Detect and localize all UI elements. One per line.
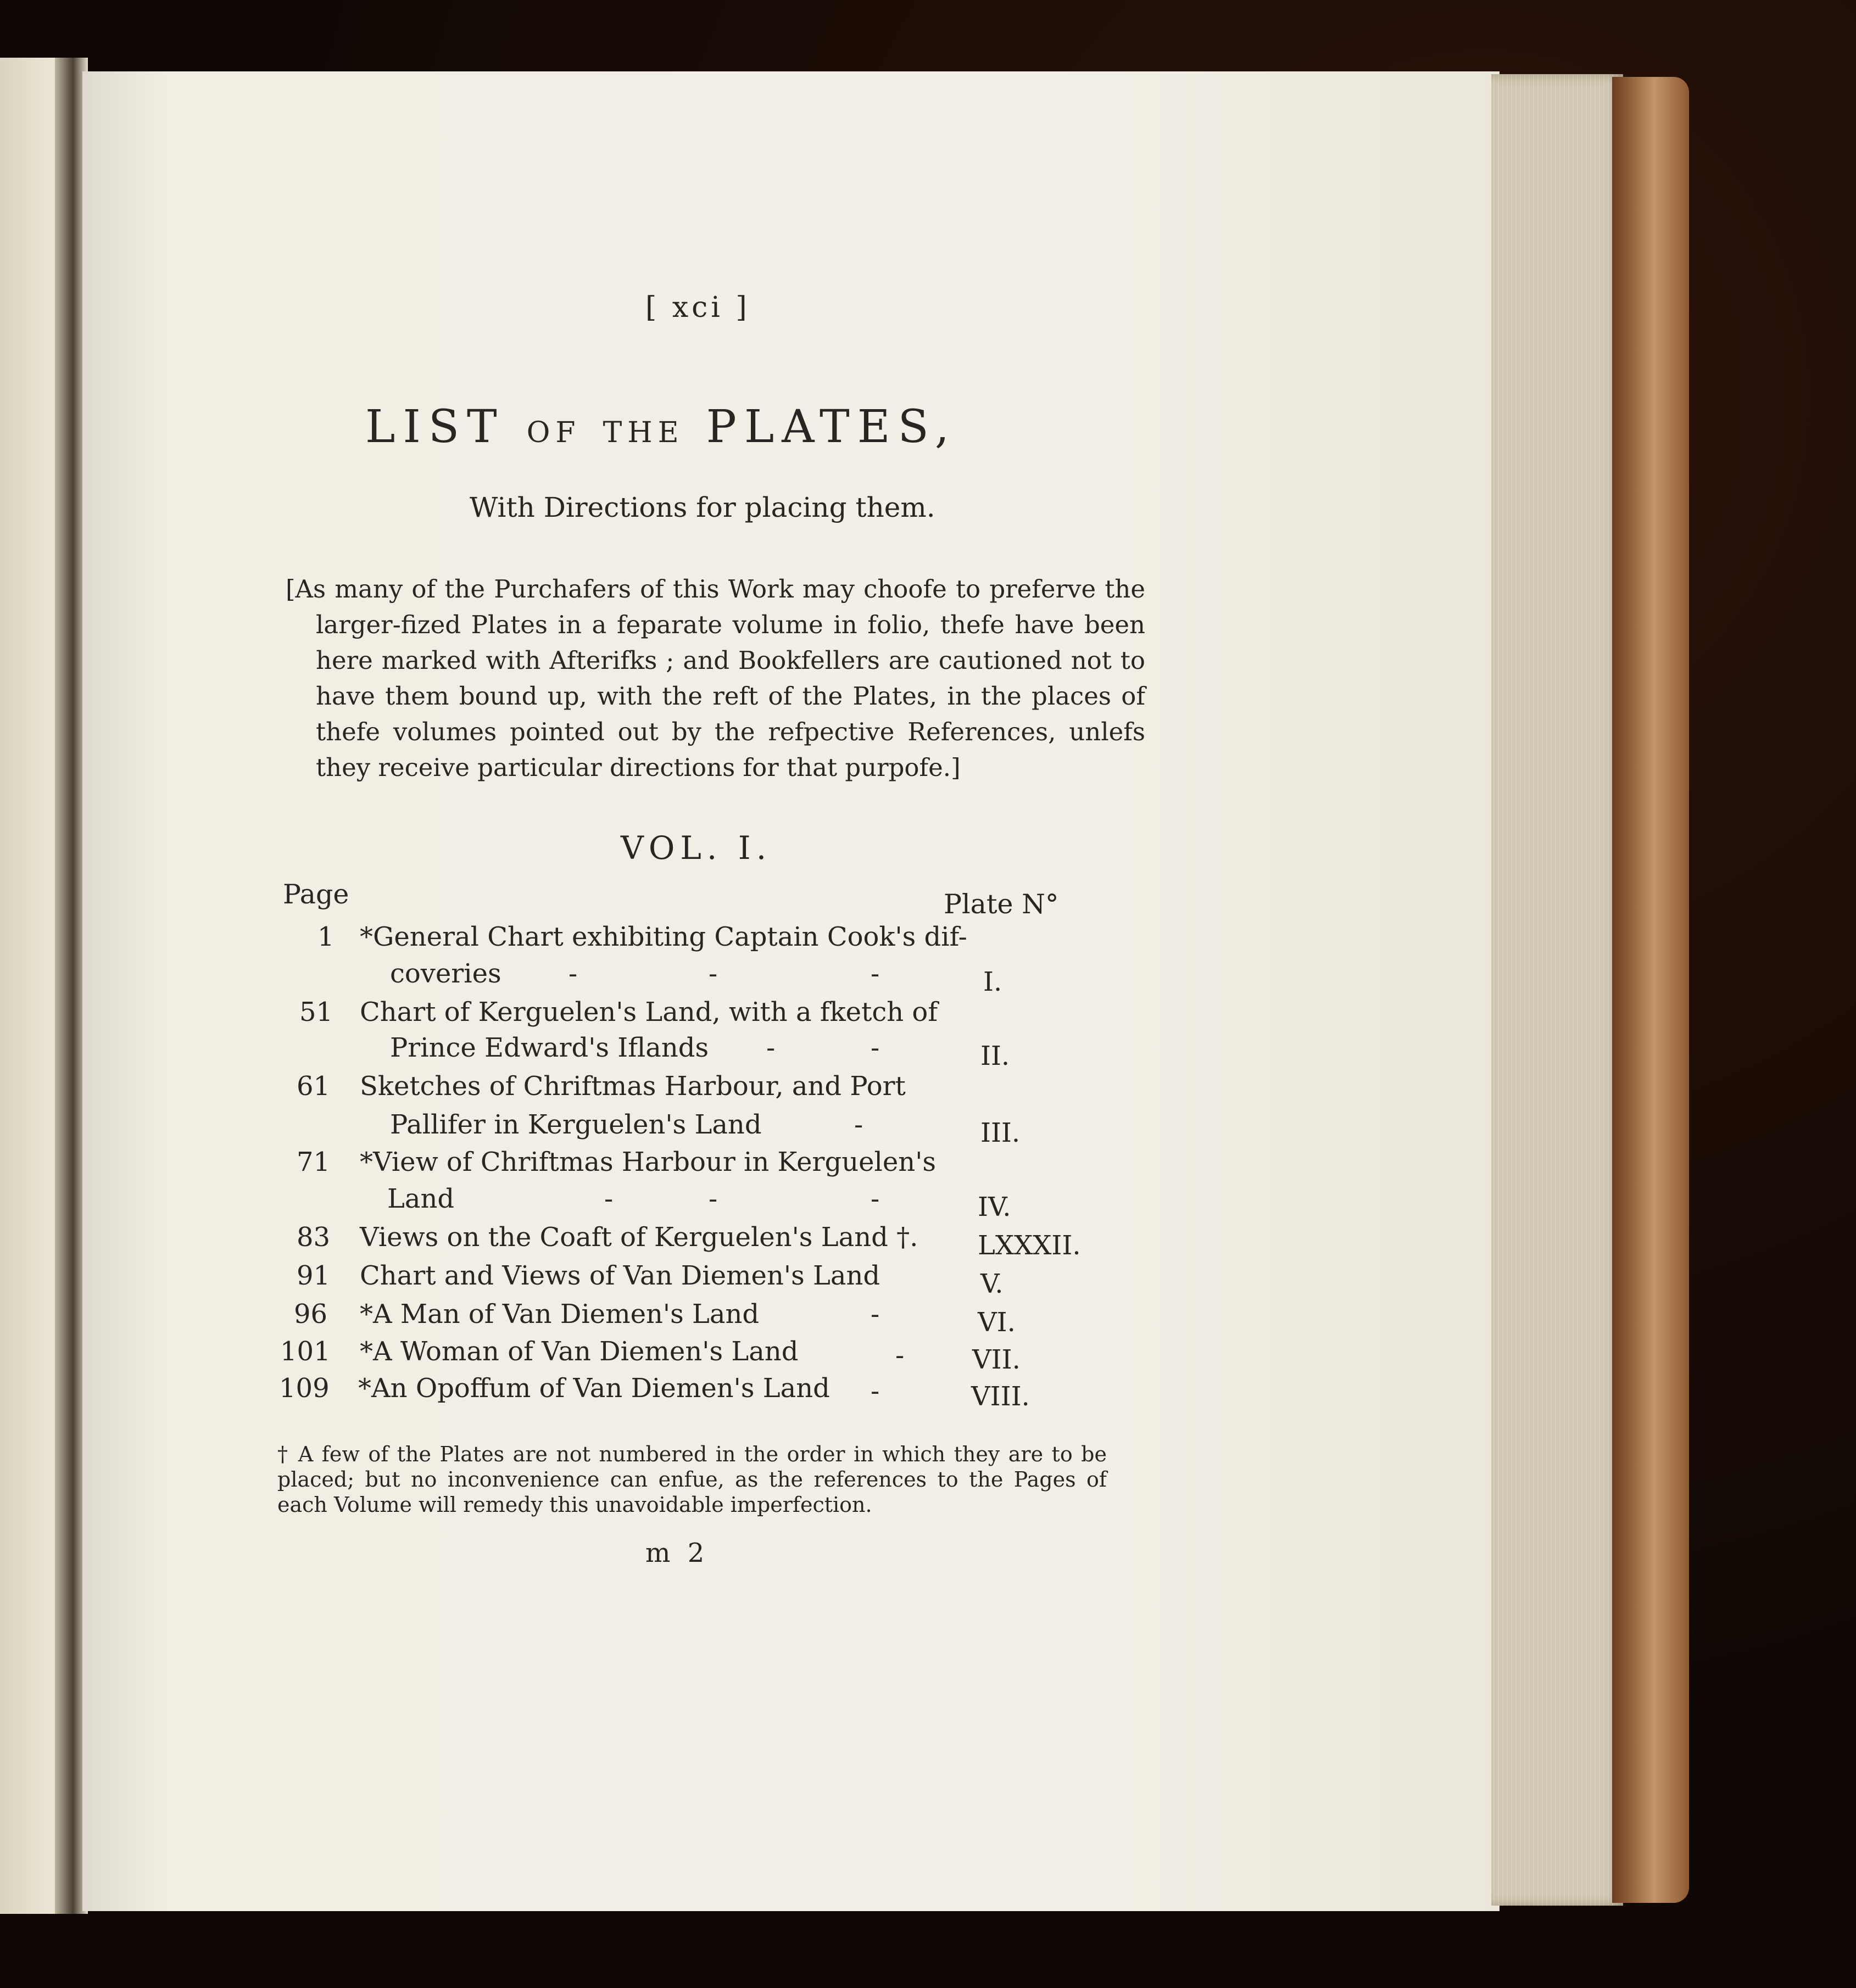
entry-title-cont: coveries	[390, 958, 501, 989]
entry-page: 71	[297, 1147, 331, 1177]
entry-title: *An Opoffum of Van Diemen's Land	[358, 1373, 830, 1404]
entry-plate: VII.	[972, 1344, 1021, 1375]
entry-page: 96	[294, 1299, 328, 1330]
entry-plate: IV.	[978, 1192, 1011, 1222]
entry-plate: VIII.	[971, 1381, 1030, 1412]
leader-dash: -	[871, 1376, 880, 1406]
entry-page: 91	[297, 1260, 331, 1291]
entry-page: 51	[299, 997, 333, 1027]
leader-dash: -	[871, 1032, 880, 1063]
volume-heading: VOL. I.	[621, 829, 772, 867]
leather-cover	[1612, 77, 1689, 1903]
page-subtitle: With Directions for placing them.	[470, 492, 935, 523]
footnote: † A few of the Plates are not numbered in the order in which they are to be placed; but no inconvenience can enfue, as the references to the Pages of each Volume will remedy this unavoidable imperfection.	[277, 1442, 1107, 1517]
entry-plate: III.	[980, 1118, 1021, 1148]
notice-paragraph: [As many of the Purchafers of this Work may choofe to preferve the larger-fized Plates in a feparate volume in folio, thefe have been here marked with Afterifks ; and Bookfellers are cautioned not to have them bound up, with the reft of the Plates, in the places of thefe volumes pointed out by the refpective References, unlefs they receive particular directions for that purpofe.]	[286, 574, 1145, 782]
title-list: LIST	[365, 401, 505, 453]
signature-mark: m 2	[645, 1538, 709, 1568]
page-block-edges	[1491, 74, 1623, 1906]
entry-plate: I.	[983, 967, 1002, 997]
entry-title: *View of Chriftmas Harbour in Kerguelen's	[360, 1147, 937, 1177]
entry-title-cont: Land	[387, 1183, 455, 1214]
entry-plate: LXXXII.	[978, 1230, 1081, 1261]
entry-title: *General Chart exhibiting Captain Cook's dif-	[360, 922, 967, 952]
entry-page: 109	[279, 1373, 330, 1404]
leader-dash: -	[766, 1032, 776, 1063]
leader-dash: -	[709, 958, 718, 989]
title-of: OF	[526, 416, 581, 449]
title-plates: PLATES,	[706, 401, 957, 453]
leader-dash: -	[871, 958, 880, 989]
entry-plate: VI.	[978, 1307, 1016, 1338]
entry-page: 61	[297, 1071, 331, 1102]
page-column-header: Page	[283, 879, 349, 910]
entry-title-cont: Pallifer in Kerguelen's Land	[390, 1109, 762, 1140]
plate-column-header: Plate N°	[944, 889, 1059, 920]
leader-dash: -	[709, 1183, 718, 1214]
leader-dash: -	[871, 1299, 880, 1330]
leader-dash: -	[895, 1340, 905, 1371]
leader-dash: -	[854, 1109, 863, 1140]
entry-title: Chart of Kerguelen's Land, with a fketch of	[360, 997, 938, 1027]
entry-title: Chart and Views of Van Diemen's Land	[360, 1260, 880, 1291]
entry-title: *A Man of Van Diemen's Land	[360, 1299, 760, 1330]
leader-dash: -	[604, 1183, 614, 1214]
title-the: THE	[603, 416, 684, 449]
leader-dash: -	[871, 1183, 880, 1214]
entry-page: 1	[317, 922, 335, 952]
leader-dash: -	[568, 958, 578, 989]
entry-title: Views on the Coaft of Kerguelen's Land †.	[360, 1222, 918, 1253]
entry-title: Sketches of Chriftmas Harbour, and Port	[360, 1071, 906, 1102]
entry-plate: II.	[980, 1041, 1010, 1071]
right-page	[82, 71, 1500, 1911]
entry-plate: V.	[980, 1269, 1004, 1299]
page-title	[365, 401, 957, 453]
entry-title-cont: Prince Edward's Iflands	[390, 1032, 709, 1063]
entry-page: 101	[280, 1336, 331, 1367]
entry-title: *A Woman of Van Diemen's Land	[360, 1336, 799, 1367]
entry-page: 83	[297, 1222, 331, 1253]
page-number: [ xci ]	[645, 291, 750, 324]
